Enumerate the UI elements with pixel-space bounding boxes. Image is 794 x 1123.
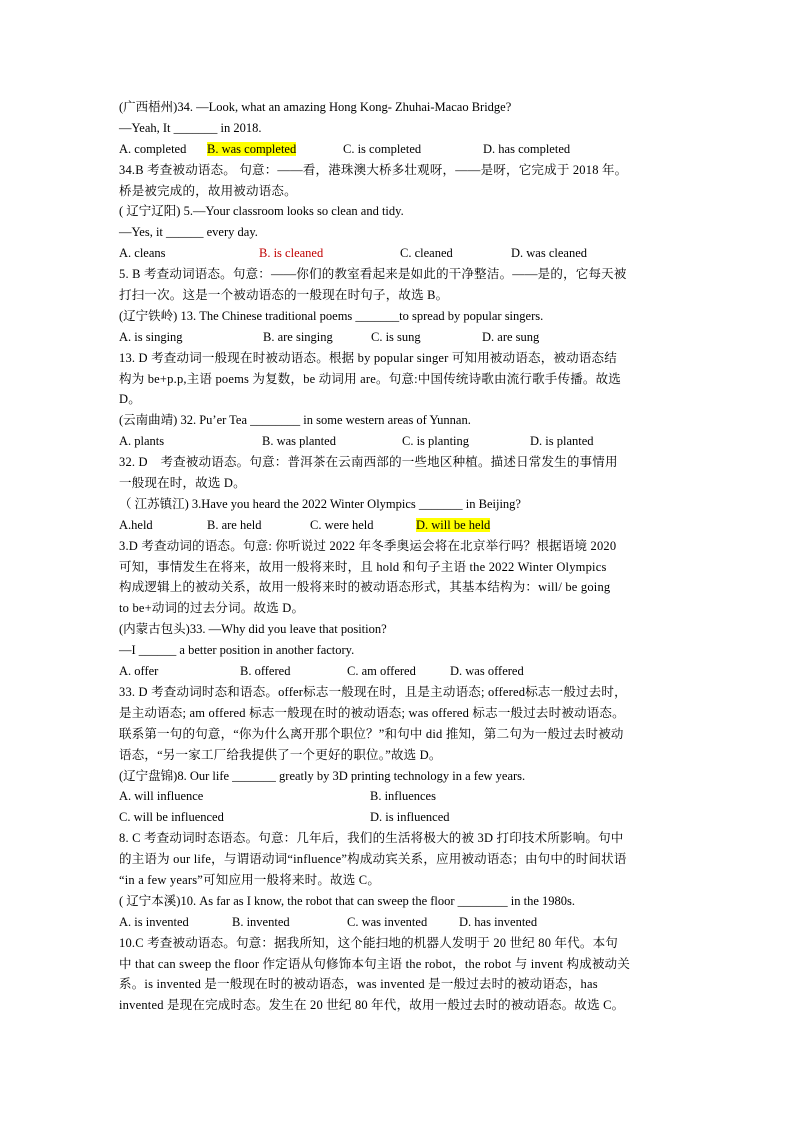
options-row xyxy=(119,327,677,348)
options-row xyxy=(119,912,677,933)
option-a: A.held xyxy=(119,517,153,532)
options-row xyxy=(119,139,677,160)
answer-line: 3.D 考查动词的语态。句意: 你听说过 2022 年冬季奥运会将在北京举行吗？根据语境 2020 xyxy=(119,538,617,553)
answer-line: 打扫一次。这是一个被动语态的一般现在时句子，故选 B。 xyxy=(119,288,449,303)
answer-line: 桥是被完成的，故用被动语态。 xyxy=(119,183,297,198)
option-d: D. has invented xyxy=(459,914,538,929)
answer-line: 34.B 考查被动语态。 句意：——看，港珠澳大桥多壮观呀，——是呀，它完成于 2018 年。 xyxy=(119,162,628,177)
options-row xyxy=(119,661,677,682)
answer-line: 可知，事情发生在将来，故用一般将来时，且 hold 和句子主语 the 2022 Winter Olympics xyxy=(119,559,607,574)
option-a: A. offer xyxy=(119,664,159,679)
answer-line: D。 xyxy=(119,392,141,407)
option-b: B. are held xyxy=(207,517,262,532)
option-b: B. was planted xyxy=(262,434,336,449)
option-a: A. completed xyxy=(119,141,187,156)
answer-line: 是主动语态; am offered 标志一般现在时的被动语态; was offered 标志一般过去时被动语态。 xyxy=(119,705,625,720)
option-b: B. offered xyxy=(240,664,291,679)
option-c: C. is sung xyxy=(371,329,421,344)
answer-line: 8. C 考查动词时态语态。句意：几年后，我们的生活将极大的被 3D 打印技术所影响。句中 xyxy=(119,831,624,846)
answer-line: invented 是现在完成时态。发生在 20 世纪 80 年代，故用一般过去时的被动语态。故选 C。 xyxy=(119,998,625,1013)
option-d: D. is influenced xyxy=(370,810,450,825)
answer-line: 10.C 考查被动语态。句意：据我所知，这个能扫地的机器人发明于 20 世纪 80 年代。本句 xyxy=(119,935,618,950)
answer-line: 13. D 考查动词一般现在时被动语态。根据 by popular singer 可知用被动语态，被动语态结 xyxy=(119,350,617,365)
option-c: C. was invented xyxy=(347,914,428,929)
option-c: C. will be influenced xyxy=(119,810,224,825)
option-b: B. influences xyxy=(370,789,436,804)
answer-line: 构成逻辑上的被动关系，故用一般将来时的被动语态形式，其基本结构为：will/ be going xyxy=(119,580,611,595)
question-source: ( 辽宁本溪)10. As far as I know, the robot that can sweep the floor ________ in the 1980s. xyxy=(119,893,576,908)
option-b: B. is cleaned xyxy=(259,246,324,261)
option-b: B. are singing xyxy=(263,329,333,344)
answer-line: to be+动词的过去分词。故选 D。 xyxy=(119,601,305,616)
option-d: D. was offered xyxy=(450,664,524,679)
question-source: (广西梧州)34. —Look, what an amazing Hong Kong- Zhuhai-Macao Bridge? xyxy=(119,100,512,114)
option-b-highlighted: B. was completed xyxy=(207,141,297,156)
question-line: —Yeah, It _______ in 2018. xyxy=(119,120,262,135)
question-source: (云南曲靖) 32. Pu’er Tea ________ in some western areas of Yunnan. xyxy=(119,413,471,428)
option-a: A. will influence xyxy=(119,789,204,804)
option-d: D. are sung xyxy=(482,329,540,344)
option-d: D. was cleaned xyxy=(511,246,588,261)
answer-line: 中 that can sweep the floor 作定语从句修饰本句主语 the robot，the robot 与 invent 构成被动关 xyxy=(119,956,631,971)
answer-line: 构为 be+p.p,主语 poems 为复数，be 动词用 are。句意:中国传统诗歌由流行歌手传播。故选 xyxy=(119,371,621,386)
question-line: —I ______ a better position in another factory. xyxy=(119,643,355,658)
answer-line: 联系第一句的句意，“你为什么离开那个职位？”和句中 did 推知，第二句为一般过去时被动 xyxy=(119,726,624,741)
option-c: C. were held xyxy=(310,517,374,532)
option-c: C. is planting xyxy=(402,434,470,449)
option-d: D. has completed xyxy=(483,141,571,156)
answer-line: “in a few years”可知应用一般将来时。故选 C。 xyxy=(119,872,381,887)
answer-line: 语态，“另一家工厂给我提供了一个更好的职位。”故选 D。 xyxy=(119,747,442,762)
question-line: —Yes, it ______ every day. xyxy=(119,225,258,240)
option-a: A. cleans xyxy=(119,246,166,261)
question-source: (辽宁铁岭) 13. The Chinese traditional poems _______to spread by popular singers. xyxy=(119,308,544,323)
document-page xyxy=(119,97,677,1016)
option-a: A. is singing xyxy=(119,329,183,344)
question-source: (辽宁盘锦)8. Our life _______ greatly by 3D printing technology in a few years. xyxy=(119,768,526,783)
options-row xyxy=(119,243,677,264)
options-row xyxy=(119,515,677,536)
answer-line: 33. D 考查动词时态和语态。offer标志一般现在时，且是主动语态; offered标志一般过去时， xyxy=(119,684,627,699)
question-source: ( 辽宁辽阳) 5.—Your classroom looks so clean and tidy. xyxy=(119,204,404,219)
question-source: （ 江苏镇江) 3.Have you heard the 2022 Winter Olympics _______ in Beijing? xyxy=(119,496,521,511)
answer-line: 一般现在时，故选 D。 xyxy=(119,476,246,491)
options-row xyxy=(119,807,677,828)
answer-line: 的主语为 our life，与谓语动词“influence”构成动宾关系，应用被动语态；由句中的时间状语 xyxy=(119,852,627,867)
options-row xyxy=(119,431,677,452)
option-a: A. is invented xyxy=(119,914,189,929)
option-d-highlighted: D. will be held xyxy=(416,517,491,532)
answer-line: 5. B 考查动词语态。句意：——你们的教室看起来是如此的干净整洁。——是的，它每天被 xyxy=(119,267,627,282)
options-row xyxy=(119,786,677,807)
option-a: A. plants xyxy=(119,434,165,449)
option-b: B. invented xyxy=(232,914,290,929)
answer-line: 32. D 考查被动语态。句意：普洱茶在云南西部的一些地区种植。描述日常发生的事情用 xyxy=(119,455,618,470)
option-c: C. am offered xyxy=(347,664,416,679)
option-c: C. cleaned xyxy=(400,246,453,261)
answer-line: 系。is invented 是一般现在时的被动语态，was invented 是一般过去时的被动语态，has xyxy=(119,977,598,992)
question-source: (内蒙古包头)33. —Why did you leave that position? xyxy=(119,622,387,637)
option-c: C. is completed xyxy=(343,141,422,156)
option-d: D. is planted xyxy=(530,434,594,449)
